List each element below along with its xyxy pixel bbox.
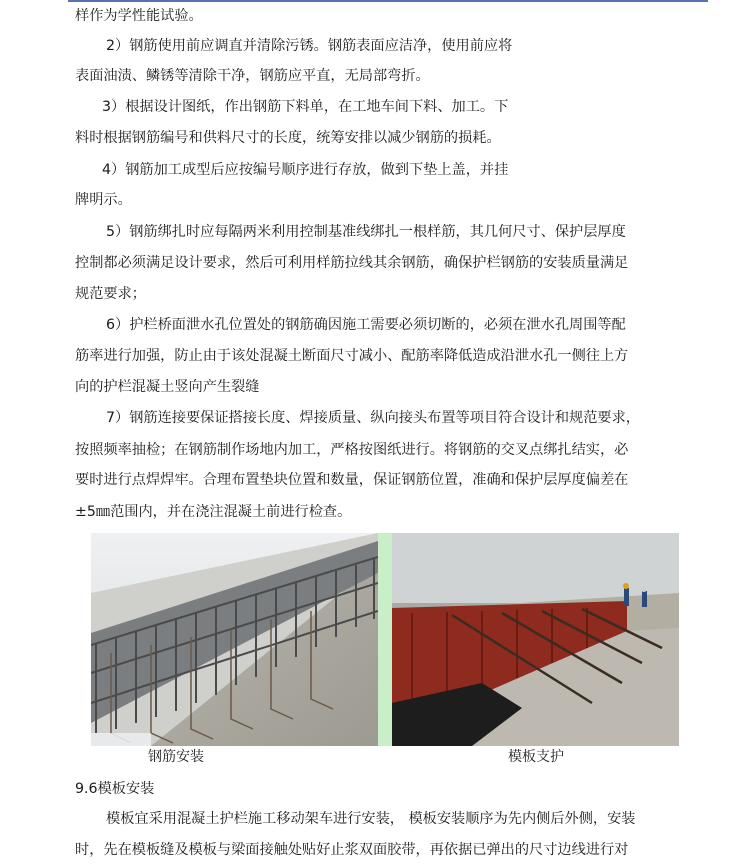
left-figure-caption: 钢筋安装 bbox=[148, 749, 204, 765]
text-line: 牌明示。 bbox=[75, 192, 132, 208]
right-figure-caption: 模板支护 bbox=[508, 749, 564, 765]
text-line: 料时根据钢筋编号和供料尺寸的长度，统筹安排以减少钢筋的损耗。 bbox=[75, 130, 501, 146]
text-line: 3）根据设计图纸，作出钢筋下料单，在工地车间下料、加工。下 bbox=[102, 99, 509, 115]
text-line: ±5㎜范围内，并在浇注混凝土前进行检查。 bbox=[75, 504, 352, 520]
text-line: 模板宜采用混凝土护栏施工移动架车进行安装， 模板安装顺序为先内侧后外侧，安装 bbox=[106, 811, 636, 827]
text-line: 7）钢筋连接要保证搭接长度、焊接质量、纵向接头布置等项目符合设计和规范要求， bbox=[106, 410, 640, 426]
text-line: 5）钢筋绑扎时应每隔两米利用控制基准线绑扎一根样筋，其几何尺寸、保护层厚度 bbox=[106, 224, 626, 240]
text-line: 规范要求； bbox=[75, 286, 146, 302]
text-line: 6）护栏桥面泄水孔位置处的钢筋确因施工需要必须切断的，必须在泄水孔周围等配 bbox=[106, 317, 626, 333]
formwork-support-photo bbox=[392, 533, 679, 746]
rebar-installation-photo bbox=[91, 533, 378, 746]
header-rule bbox=[68, 0, 708, 2]
text-line: 筋率进行加强，防止由于该处混凝土断面尺寸减小、配筋率降低造成沿泄水孔一侧往上方 bbox=[75, 348, 629, 364]
photo-separator bbox=[378, 533, 392, 746]
text-line: 样作为学性能试验。 bbox=[75, 8, 203, 24]
text-line: 表面油渍、鳞锈等清除干净，钢筋应平直，无局部弯折。 bbox=[75, 68, 430, 84]
text-line: 控制都必须满足设计要求，然后可利用样筋拉线其余钢筋，确保护栏钢筋的安装质量满足 bbox=[75, 255, 629, 271]
text-line: 要时进行点焊焊牢。合理布置垫块位置和数量，保证钢筋位置，准确和保护层厚度偏差在 bbox=[75, 472, 629, 488]
text-line: 向的护栏混凝土竖向产生裂缝 bbox=[75, 379, 260, 395]
text-line: 4）钢筋加工成型后应按编号顺序进行存放，做到下垫上盖，并挂 bbox=[102, 162, 509, 178]
text-line: 时，先在模板缝及模板与梁面接触处贴好止浆双面胶带，再依据已弹出的尺寸边线进行对 bbox=[75, 842, 629, 858]
section-heading: 9.6模板安装 bbox=[75, 781, 155, 797]
text-line: 2）钢筋使用前应调直并清除污锈。钢筋表面应洁净，使用前应将 bbox=[106, 38, 513, 54]
text-line: 按照频率抽检；在钢筋制作场地内加工，严格按图纸进行。将钢筋的交叉点绑扎结实，必 bbox=[75, 442, 629, 458]
